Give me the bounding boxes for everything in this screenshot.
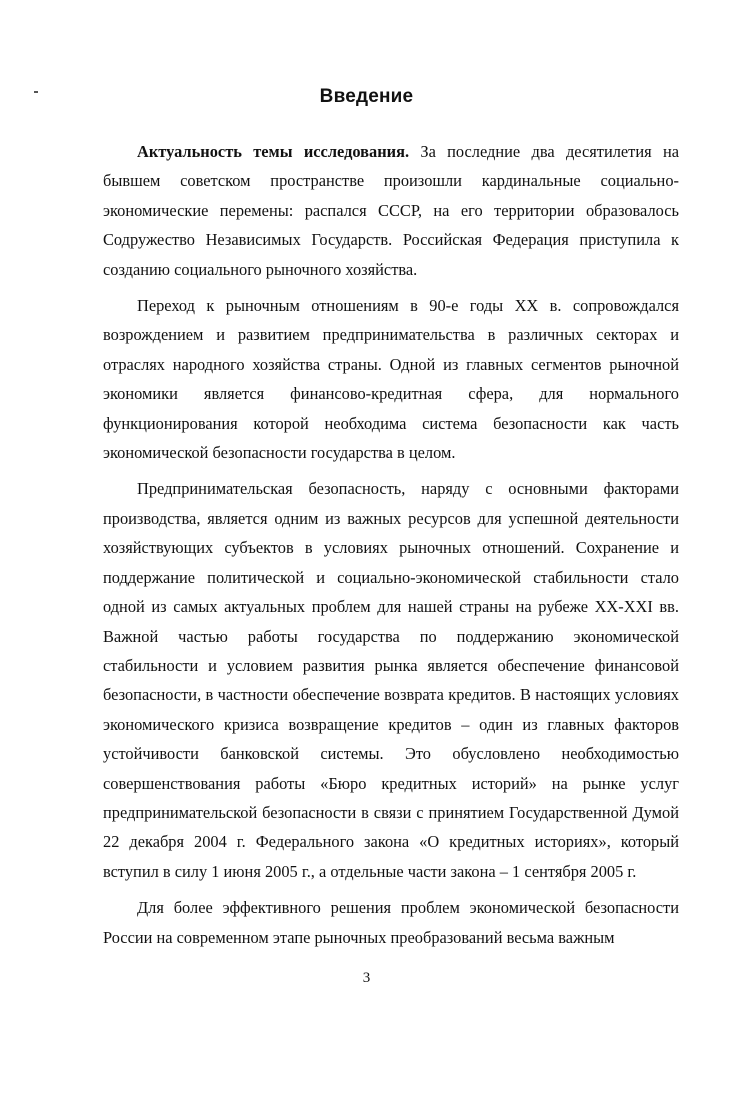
paragraph-economic-security: Для более эффективного решения проблем экономической безопасности России на современном этапе рыночных преобразований весьма важным [103, 898, 679, 947]
paragraph-text: За последние два десятилетия на бывшем советском пространстве произошли кардинальные социально-экономические перемены: распался СССР, на его территории образовалось Содружество Независимых Государств. Российская Федерация приступила к созданию социального рыночного хозяйства. [103, 142, 680, 279]
page-title: Введение [319, 86, 414, 107]
paragraph-relevance [103, 137, 679, 284]
page-number: 3 [362, 970, 371, 986]
paragraph-business-security: Предпринимательская безопасность, наряду с основными факторами производства, является одним из важных ресурсов для успешной деятельности хозяйствующих субъектов в условиях рыночных отношений. Сохранение и поддержание политической и социально-экономической стабильности стало одной из самых актуальных проблем для нашей страны на рубеже XX-XXI вв. Важной частью работы государства по поддержанию экономической стабильности и условием развития рынка является обеспечение финансовой безопасности, в частности обеспечение возврата кредитов. В настоящих условиях экономического кризиса возвращение кредитов – один из главных факторов устойчивости банковской системы. Это обусловлено необходимостью совершенствования работы «Бюро кредитных историй» на рынке услуг предпринимательской безопасности в связи с принятием Государственной Думой 22 декабря 2004 г. Федерального закона «О кредитных историях», который вступил в силу 1 июня 2005 г., а отдельные части закона – 1 сентября 2005 г. [103, 479, 679, 881]
paragraph-lead: Актуальность темы исследования. [137, 142, 410, 161]
paragraph-market-transition: Переход к рыночным отношениям в 90-е годы XX в. сопровождался возрождением и развитием предпринимательства в различных секторах и отраслях народного хозяйства страны. Одной из главных сегментов рыночной экономики является финансово-кредитная сфера, для нормального функционирования которой необходима система безопасности как часть экономической безопасности государства в целом. [103, 296, 679, 463]
body-text [103, 137, 679, 952]
